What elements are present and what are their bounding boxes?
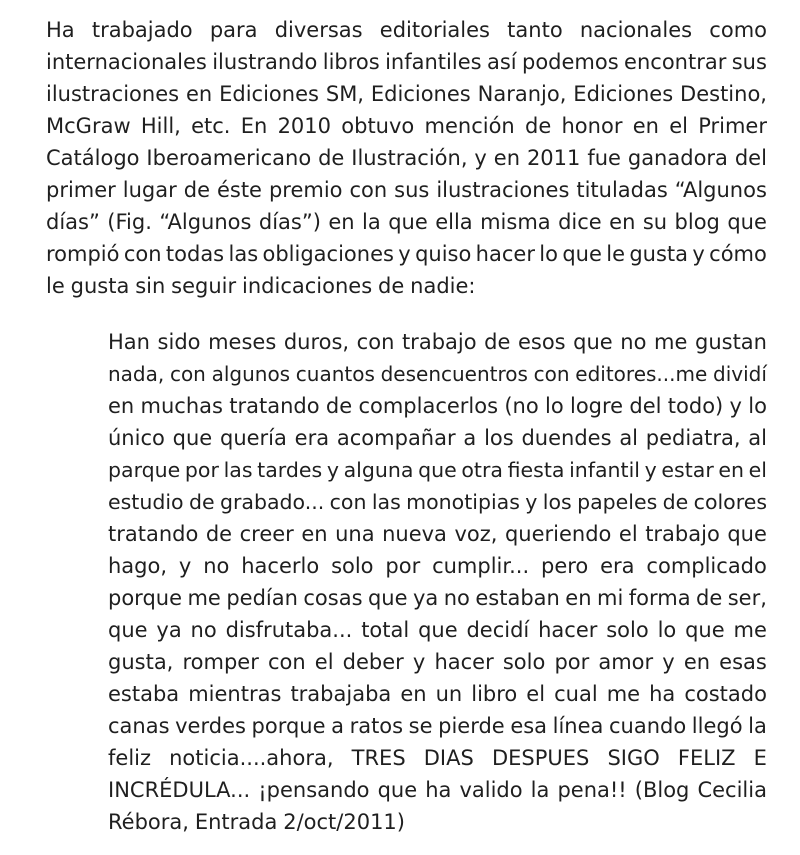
quote-word: decidí xyxy=(466,618,530,642)
quote-line xyxy=(108,582,767,614)
quote-word: ser, xyxy=(727,586,767,610)
quote-word: ha xyxy=(425,778,452,802)
quote-word: la xyxy=(748,714,767,738)
quote-word: me xyxy=(606,682,641,706)
quote-word: valido xyxy=(459,778,523,802)
quote-word: y xyxy=(525,490,538,514)
paragraph-word: y xyxy=(692,242,705,266)
quote-word: era xyxy=(600,554,635,578)
quote-word: ratos xyxy=(349,714,404,738)
quote-word: queriendo xyxy=(504,522,612,546)
paragraph-line xyxy=(46,270,767,302)
quote-word: de xyxy=(188,490,215,514)
quote-word: trabajaba xyxy=(290,682,392,706)
quote-word: el xyxy=(314,650,334,674)
quote-word: en xyxy=(108,394,135,418)
quote-word: todo) xyxy=(667,394,724,418)
quote-word: y xyxy=(412,650,426,674)
quote-word: me xyxy=(654,330,688,354)
quote-word: complacerlos xyxy=(358,394,499,418)
paragraph-line xyxy=(46,142,767,174)
paragraph-word: SM, xyxy=(325,82,364,106)
quote-word: gusta, xyxy=(108,650,174,674)
paragraph-word: sus xyxy=(731,50,767,74)
quote-word: quería xyxy=(219,426,287,450)
quote-word: pierde xyxy=(438,714,505,738)
paragraph-word: del xyxy=(734,146,767,170)
quote-word: solo xyxy=(331,554,374,578)
paragraph-word: diversas xyxy=(274,18,363,42)
quote-word: al xyxy=(748,426,767,450)
paragraph-word: premio xyxy=(268,178,343,202)
paragraph-word: obligaciones xyxy=(262,242,394,266)
paragraph-word: misma xyxy=(480,210,551,234)
paragraph-word: tituladas xyxy=(576,178,668,202)
quote-word: pena!! xyxy=(557,778,627,802)
quote-word: costado xyxy=(684,682,767,706)
paragraph-word: trabajado xyxy=(91,18,193,42)
quote-line xyxy=(108,518,767,550)
quote-word: INCRÉDULA... xyxy=(108,778,251,802)
quote-word: y xyxy=(326,458,339,482)
quote-word: ha xyxy=(649,682,676,706)
quote-word: y xyxy=(729,394,742,418)
quote-line xyxy=(108,774,767,806)
quote-word: cosas xyxy=(303,586,363,610)
paragraph-word: con xyxy=(349,178,388,202)
quote-word: estaba xyxy=(108,682,180,706)
paragraph-word: hacer xyxy=(475,242,535,266)
paragraph-word: 2010 xyxy=(277,114,332,138)
paragraph-word: de xyxy=(378,274,405,298)
paragraph-word: ganadora xyxy=(627,146,728,170)
quote-word: a xyxy=(331,714,344,738)
quote-word: del xyxy=(629,394,662,418)
quote-line xyxy=(108,806,767,838)
paragraph-word: fue xyxy=(587,146,621,170)
quote-word: solo xyxy=(606,618,649,642)
quote-word: trabajo xyxy=(401,330,477,354)
quote-word: esos xyxy=(517,330,566,354)
quote-word: hacerlo xyxy=(241,554,320,578)
paragraph-word: seguir xyxy=(171,274,237,298)
quote-word: me xyxy=(733,618,767,642)
paragraph-word: las xyxy=(228,242,259,266)
quote-line xyxy=(108,646,767,678)
paragraph-word: Ilustración, xyxy=(351,146,468,170)
quote-word: cumplir... xyxy=(432,554,530,578)
quote-word: de xyxy=(325,394,353,418)
quote-word: tardes xyxy=(257,458,323,482)
quote-word: acompañar xyxy=(336,426,456,450)
quote-word: complicado xyxy=(646,554,767,578)
quote-word: un xyxy=(435,682,463,706)
paragraph-word: sin xyxy=(135,274,166,298)
quote-word: no xyxy=(203,554,230,578)
quote-word: que xyxy=(418,618,458,642)
quote-line xyxy=(108,358,767,390)
paragraph-word: en xyxy=(632,114,659,138)
quote-word: en xyxy=(565,586,592,610)
paragraph-word: que xyxy=(388,210,428,234)
quote-line xyxy=(108,710,767,742)
quote-word: algunos xyxy=(211,362,291,386)
paragraph-word: y xyxy=(474,146,487,170)
quote-word: verdes xyxy=(175,714,246,738)
quote-word: los xyxy=(542,490,572,514)
paragraph-word: así xyxy=(486,50,517,74)
paragraph-word: internacionales xyxy=(46,50,207,74)
quote-word: no xyxy=(190,618,217,642)
quote-word: hacer xyxy=(538,618,598,642)
paragraph-line xyxy=(46,14,767,46)
paragraph-word: la xyxy=(362,210,381,234)
paragraph-word: encontrar xyxy=(624,50,727,74)
quote-word: cuantos xyxy=(295,362,375,386)
quote-word: era xyxy=(294,426,330,450)
quote-word: la xyxy=(530,778,550,802)
quote-word: estaban xyxy=(475,586,560,610)
paragraph-word: como xyxy=(709,18,767,42)
quote-line xyxy=(108,422,767,454)
quote-word: y xyxy=(644,458,657,482)
quote-word: nada, xyxy=(108,362,165,386)
quote-word: que xyxy=(573,330,613,354)
quote-word: lo xyxy=(748,394,767,418)
paragraph-word: con xyxy=(123,242,162,266)
quote-word: con xyxy=(267,650,306,674)
quote-word: tratando xyxy=(108,522,199,546)
paragraph-word: sus xyxy=(394,178,430,202)
paragraph-word: ilustrando xyxy=(212,50,318,74)
quote-word: Han xyxy=(108,330,150,354)
quote-word: que xyxy=(172,426,213,450)
quote-word: canas xyxy=(108,714,170,738)
quote-word: creer xyxy=(239,522,294,546)
quote-word: 2/oct/2011) xyxy=(283,810,405,834)
quote-word: ya xyxy=(412,586,439,610)
quote-word: por xyxy=(184,458,219,482)
paragraph-word: en xyxy=(328,210,355,234)
quote-word: parque xyxy=(108,458,181,482)
quote-word: nueva xyxy=(382,522,447,546)
quote-word: DESPUES xyxy=(491,746,590,770)
quote-word: y xyxy=(178,554,192,578)
paragraph-line xyxy=(46,206,767,238)
paragraph-word: éste xyxy=(216,178,262,202)
quote-word: porque xyxy=(108,586,183,610)
quote-line xyxy=(108,550,767,582)
quote-word: el xyxy=(526,682,546,706)
quote-word: alguna xyxy=(343,458,414,482)
quote-word: monotipias xyxy=(406,490,520,514)
quote-word: meses xyxy=(208,330,277,354)
quote-line xyxy=(108,614,767,646)
quote-word: muchas xyxy=(140,394,223,418)
quote-word: con xyxy=(329,490,367,514)
quote-word: feliz xyxy=(108,746,152,770)
quote-word: desencuentros xyxy=(380,362,528,386)
paragraph-word: etc. xyxy=(191,114,231,138)
paragraph-word: libros xyxy=(322,50,380,74)
paragraph-word: “Algunos xyxy=(674,178,767,202)
quote-word: línea xyxy=(552,714,604,738)
quote-word: que xyxy=(377,778,418,802)
paragraph-word: primer xyxy=(46,178,116,202)
quote-word: pediatra, xyxy=(645,426,741,450)
paragraph-word: Ha xyxy=(46,18,75,42)
quote-word: disfrutaba... xyxy=(225,618,353,642)
quote-line xyxy=(108,390,767,422)
paragraph-word: ilustraciones xyxy=(436,178,570,202)
paragraph-word: su xyxy=(642,210,668,234)
quote-word: no xyxy=(620,330,647,354)
quote-word: (no xyxy=(504,394,539,418)
quote-word: forma xyxy=(628,586,691,610)
paragraph-word: quiso xyxy=(415,242,472,266)
quote-word: logre xyxy=(569,394,624,418)
paragraph-line xyxy=(46,46,767,78)
quote-word: grabado... xyxy=(219,490,325,514)
quote-word: que xyxy=(418,458,457,482)
paragraph-word: Hill, xyxy=(140,114,181,138)
quote-word: en xyxy=(683,650,711,674)
quote-word: sido xyxy=(157,330,201,354)
quote-word: con xyxy=(356,330,395,354)
paragraph-word: “Algunos xyxy=(159,210,252,234)
paragraph-word: Primer xyxy=(698,114,767,138)
paragraph-line xyxy=(46,238,767,270)
quote-word: lo xyxy=(545,394,564,418)
quote-word: TRES xyxy=(351,746,406,770)
quote-word: una xyxy=(335,522,375,546)
paragraph-word: nacionales xyxy=(579,18,693,42)
quote-word: que xyxy=(108,618,148,642)
quote-word: no xyxy=(443,586,470,610)
quote-word: las xyxy=(223,458,253,482)
paragraph-word: tanto xyxy=(507,18,563,42)
quote-line xyxy=(108,678,767,710)
quote-word: por xyxy=(554,650,590,674)
quote-word: fiesta xyxy=(507,458,565,482)
quote-word: libro xyxy=(471,682,518,706)
quote-word: que xyxy=(727,522,767,546)
paragraph-word: mención xyxy=(424,114,515,138)
quote-word: en xyxy=(718,458,745,482)
quote-word: cuando xyxy=(608,714,687,738)
paragraph-word: y xyxy=(398,242,411,266)
quote-word: esa xyxy=(510,714,548,738)
paragraph-word: Naranjo, xyxy=(477,82,567,106)
paragraph-word: (Fig. xyxy=(107,210,152,234)
paragraph-word: días”) xyxy=(258,210,321,234)
quote-word: amor xyxy=(598,650,654,674)
quote-word: mi xyxy=(596,586,624,610)
quote-word: trabajo xyxy=(645,522,720,546)
quote-word: Rébora, xyxy=(108,810,189,834)
paragraph-word: ella xyxy=(435,210,473,234)
paragraph-word: rompió xyxy=(46,242,120,266)
paragraph-word: lugar xyxy=(122,178,177,202)
quote-word: de xyxy=(205,522,233,546)
quote-word: deber xyxy=(342,650,404,674)
paragraph-word: le xyxy=(46,274,65,298)
paragraph-word: podemos xyxy=(521,50,619,74)
quote-word: de xyxy=(696,586,723,610)
paragraph-word: para xyxy=(209,18,258,42)
quote-word: E xyxy=(753,746,767,770)
paragraph-word: dice xyxy=(558,210,602,234)
quote-word: a xyxy=(463,426,477,450)
paragraph-word: de xyxy=(318,146,345,170)
paragraph-word: blog xyxy=(674,210,720,234)
quote-word: solo xyxy=(502,650,546,674)
quote-word: pedían xyxy=(226,586,298,610)
quote-word: dividí xyxy=(713,362,767,386)
quote-word: por xyxy=(385,554,421,578)
quote-word: Cecilia xyxy=(697,778,767,802)
quote-word: que xyxy=(367,586,408,610)
quote-word: romper xyxy=(182,650,259,674)
paragraph-line xyxy=(46,78,767,110)
quote-word: gustan xyxy=(694,330,767,354)
paragraph-word: en xyxy=(185,82,213,106)
paragraph-word: le xyxy=(606,242,625,266)
quote-word: duros, xyxy=(283,330,350,354)
paragraph-word: Ediciones xyxy=(219,82,319,106)
quote-word: Entrada xyxy=(194,810,278,834)
paragraph-word: Catálogo xyxy=(46,146,140,170)
quote-word: SIGO xyxy=(607,746,660,770)
paragraph-line xyxy=(46,110,767,142)
paragraph-word: Iberoamericano xyxy=(146,146,312,170)
paragraph-word: Ediciones xyxy=(573,82,674,106)
quote-word: en xyxy=(301,522,328,546)
quote-line xyxy=(108,742,767,774)
paragraph-word: que xyxy=(562,242,602,266)
quote-word: esas xyxy=(719,650,767,674)
quote-line xyxy=(108,486,767,518)
paragraph-word: obtuvo xyxy=(341,114,415,138)
quote-word: noticia....ahora, xyxy=(169,746,334,770)
quote-word: el xyxy=(748,458,767,482)
quote-word: (Blog xyxy=(634,778,690,802)
quote-word: con xyxy=(533,362,570,386)
paragraph-word: 2011 xyxy=(526,146,581,170)
quote-word: llegó xyxy=(691,714,743,738)
quote-word: se xyxy=(408,714,433,738)
quote-word: mientras xyxy=(188,682,282,706)
quote-word: de xyxy=(484,330,511,354)
quote-word: DIAS xyxy=(423,746,474,770)
paragraph-word: McGraw xyxy=(46,114,131,138)
paragraph-word: todas xyxy=(165,242,225,266)
quote-word: papeles xyxy=(577,490,658,514)
quote-word: ¡pensando xyxy=(258,778,370,802)
paragraph-word: en xyxy=(493,146,521,170)
paragraph-word: En xyxy=(240,114,268,138)
paragraph-word: de xyxy=(525,114,552,138)
quote-word: al xyxy=(619,426,639,450)
paragraph-word: gusta xyxy=(70,274,130,298)
quote-word: hago, xyxy=(108,554,168,578)
quote-word: pero xyxy=(540,554,589,578)
paragraph-word: de xyxy=(183,178,210,202)
paragraph-word: gusta xyxy=(629,242,689,266)
quote-word: cual xyxy=(554,682,598,706)
paragraph-word: ilustraciones xyxy=(46,82,180,106)
quote-word: infantil xyxy=(569,458,640,482)
quote-word: lo xyxy=(657,618,677,642)
quote-word: editores...me xyxy=(575,362,708,386)
paragraph-word: cómo xyxy=(709,242,767,266)
paragraph-word: días” xyxy=(46,210,100,234)
quote-word: el xyxy=(618,522,638,546)
paragraph-word: editoriales xyxy=(379,18,490,42)
paragraph-word: lo xyxy=(539,242,558,266)
paragraph-word: el xyxy=(669,114,688,138)
quote-word: FELIZ xyxy=(677,746,736,770)
quote-word: estar xyxy=(661,458,714,482)
quote-word: en xyxy=(400,682,427,706)
paragraph-word: Ediciones xyxy=(370,82,471,106)
paragraph-word: indicaciones xyxy=(242,274,373,298)
quote-word: las xyxy=(371,490,401,514)
quote-word: me xyxy=(187,586,221,610)
quote-word: colores xyxy=(693,490,767,514)
paragraph-word: nadie: xyxy=(410,274,476,298)
quote-word: los xyxy=(484,426,514,450)
quote-word: y xyxy=(662,650,675,674)
paragraph-word: que xyxy=(727,210,767,234)
quote-word: estudio xyxy=(108,490,184,514)
quote-word: tratando xyxy=(229,394,320,418)
paragraph-word: infantiles xyxy=(385,50,482,74)
quote-word: hacer xyxy=(434,650,494,674)
quote-word: de xyxy=(662,490,689,514)
quote-word: duendes xyxy=(521,426,612,450)
quote-word: que xyxy=(685,618,725,642)
paragraph-word: Destino, xyxy=(680,82,767,106)
quote-word: único xyxy=(108,426,165,450)
quote-word: total xyxy=(361,618,410,642)
paragraph-word: honor xyxy=(561,114,623,138)
quote-line xyxy=(108,454,767,486)
quote-word: otra xyxy=(461,458,503,482)
quote-word: con xyxy=(169,362,206,386)
paragraph-line xyxy=(46,174,767,206)
quote-word: porque xyxy=(251,714,326,738)
quote-word: ya xyxy=(156,618,182,642)
paragraph-word: en xyxy=(609,210,636,234)
quote-word: voz, xyxy=(454,522,498,546)
quote-line xyxy=(108,326,767,358)
